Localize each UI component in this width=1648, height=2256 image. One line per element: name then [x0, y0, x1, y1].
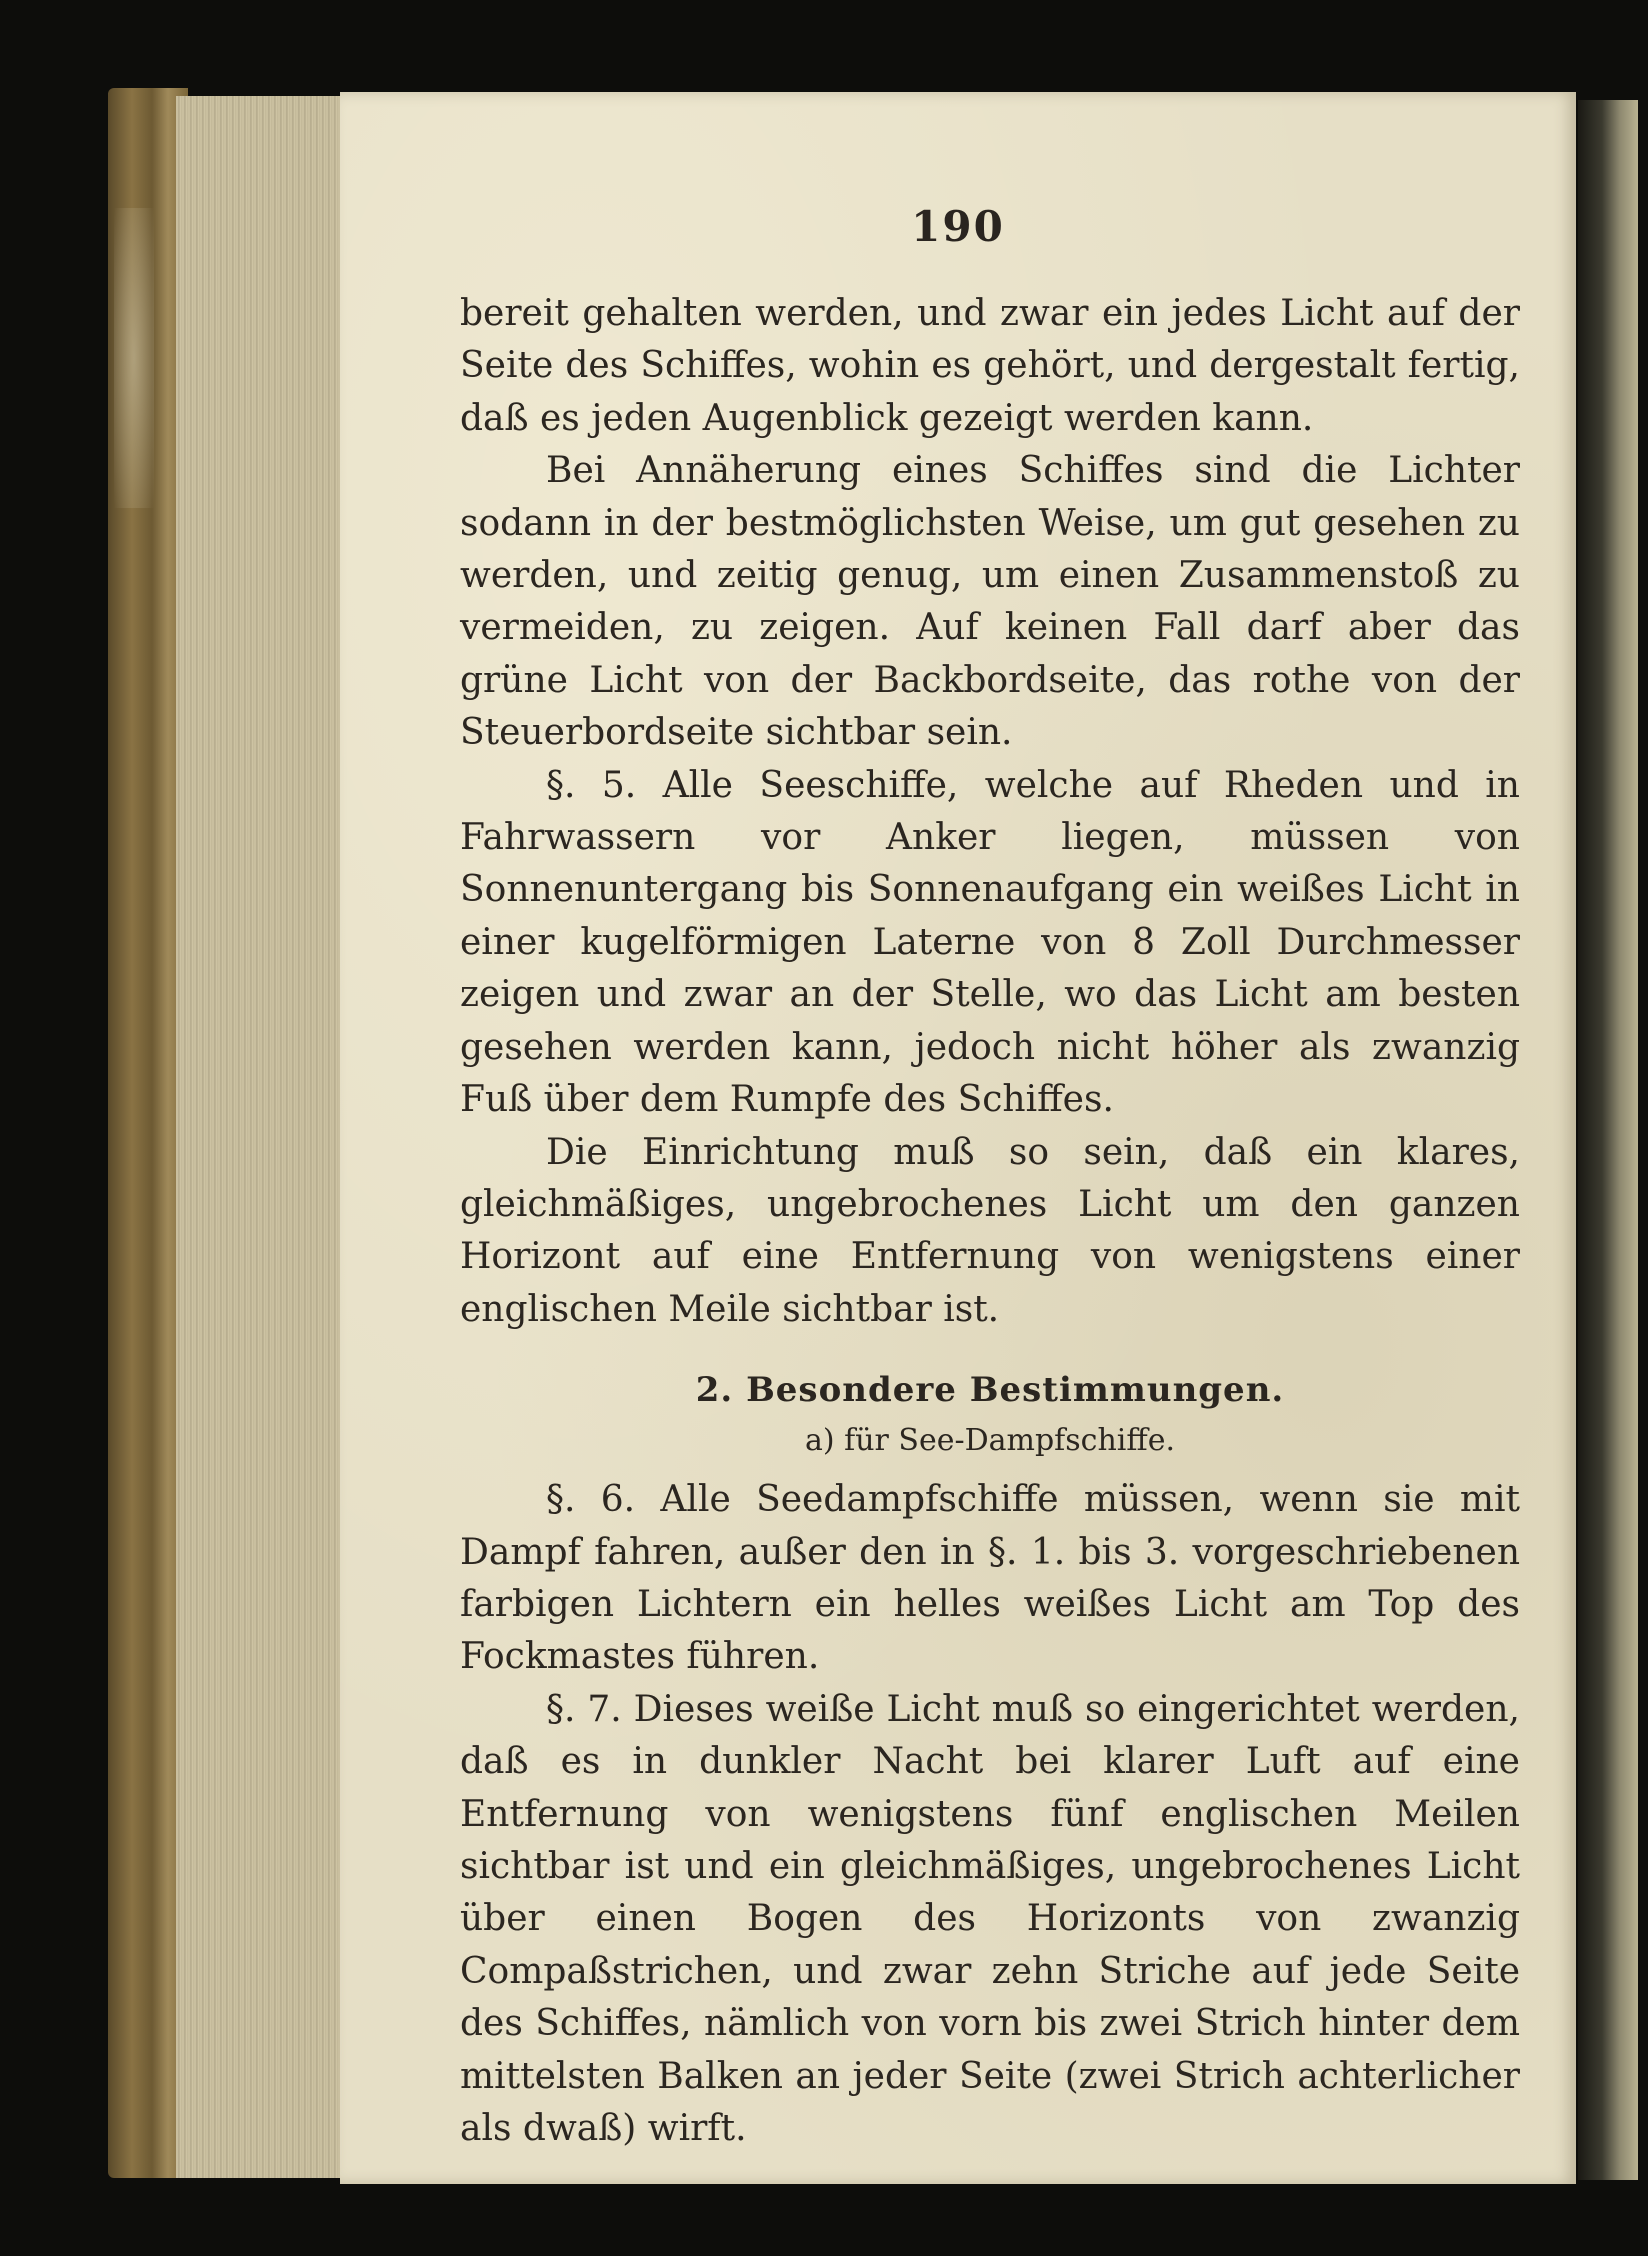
paragraph-approach-lights: Bei Annäherung eines Schiffes sind die Lichter sodann in der bestmöglichsten Weise, um gut gesehen zu werden, und zeitig genug, um einen Zusammenstoß zu vermeiden, zu zeigen. Auf keinen Fall darf aber das grüne Licht von der Backbordseite, das rothe von der Steuerbordseite sichtbar sein.	[460, 450, 1520, 754]
paragraph-arrangement: Die Einrichtung muß so sein, daß ein klares, gleichmäßiges, ungebrochenes Licht um den ganzen Horizont auf eine Entfernung von wenigstens einer englischen Meile sichtbar ist.	[460, 1131, 1520, 1330]
page-number: 190	[911, 202, 1005, 251]
book-page	[340, 92, 1576, 2184]
paragraph-section-6: §. 6. Alle Seedampfschiffe müssen, wenn sie mit Dampf fahren, außer den in §. 1. bis 3. vorgeschriebenen farbigen Lichtern ein helles weißes Licht am Top des Fockmastes führen.	[460, 1479, 1520, 1678]
paragraph-section-7: §. 7. Dieses weiße Licht muß so eingerichtet werden, daß es in dunkler Nacht bei klarer Luft auf eine Entfernung von wenigstens fünf englischen Meilen sichtbar ist und ein gleichmäßiges, ungebrochenes Licht über einen Bogen des Horizonts von zwanzig Compaßstrichen, und zwar zehn Striche auf jede Seite des Schiffes, nämlich von vorn bis zwei Strich hinter dem mittelsten Balken an jeder Seite (zwei Strich achterlicher als dwaß) wirft.	[460, 1688, 1520, 2149]
page-stack-edge	[176, 96, 356, 2178]
paragraph-section-5: §. 5. Alle Seeschiffe, welche auf Rheden und in Fahrwassern vor Anker liegen, müssen von Sonnenuntergang bis Sonnenaufgang ein weißes Licht in einer kugelförmigen Laterne von 8 Zoll Durchmesser zeigen und zwar an der Stelle, wo das Licht am besten gesehen werden kann, jedoch nicht höher als zwanzig Fuß über dem Rumpfe des Schiffes.	[460, 764, 1520, 1121]
section-subheading: a) für See-Dampfschiffe.	[804, 1423, 1176, 1459]
paragraph-continuation: bereit gehalten werden, und zwar ein jedes Licht auf der Seite des Schiffes, wohin es gehört, und dergestalt fertig, daß es jeden Augenblick gezeigt werden kann.	[460, 293, 1520, 439]
section-heading: 2. Besondere Bestimmungen.	[695, 1370, 1285, 1411]
page-body	[460, 288, 1520, 2155]
right-page-edge	[1578, 100, 1638, 2180]
